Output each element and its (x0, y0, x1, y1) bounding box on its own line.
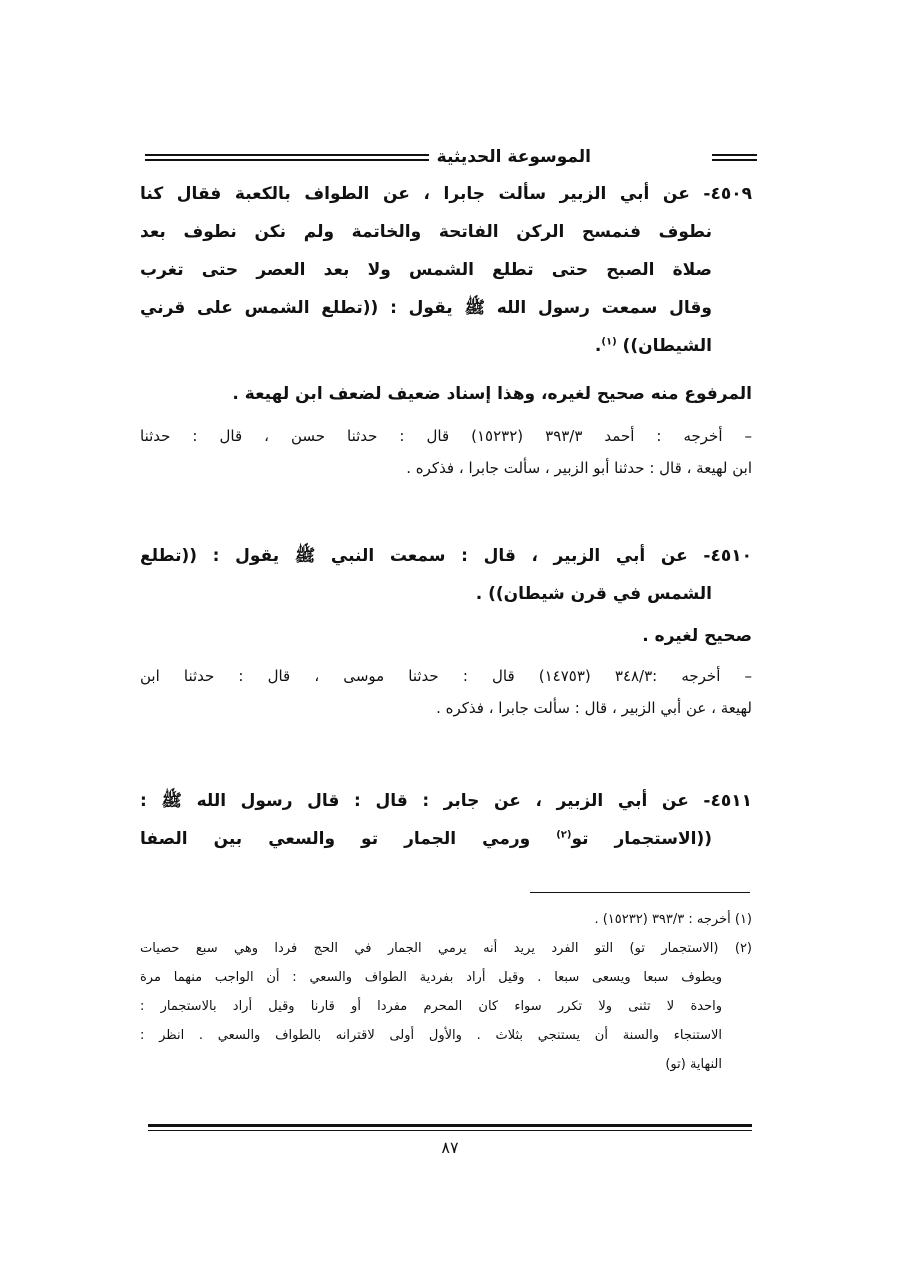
hadith-4509-line-5 (140, 327, 752, 365)
hadith-4510-line-2: الشمس في قرن شيطان)) . (475, 584, 712, 604)
hadith-4510-line-1: ٤٥١٠- عن أبي الزبير ، قال : سمعت النبي ﷺ يقول : ((تطلع (140, 546, 752, 566)
hadith-4511-line-2-b: ورمي الجمار تو والسعي بين الصفا (140, 829, 557, 849)
hadith-4511-line-2 (140, 820, 752, 858)
footnote-2-line-3: واحدة لا تثنى ولا تكرر سواء كان المحرم مفردا أو قارنا وقيل أراد بالاستجمار : (140, 999, 722, 1014)
hadith-4510-takhrij-line-2: لهيعة ، عن أبي الزبير ، قال : سألت جابرا ، فذكره . (436, 699, 752, 717)
footnote-separator (530, 892, 750, 893)
header-rule-right (712, 154, 757, 161)
hadith-4510 (140, 537, 752, 613)
hadith-4511-line-2-a: ((الاستجمار تو (571, 829, 712, 849)
footnote-2-line-5: النهاية (تو) (665, 1057, 722, 1072)
hadith-4511-line-1: ٤٥١١- عن أبي الزبير ، عن جابر : قال : قال رسول الله ﷺ : (140, 791, 752, 811)
hadith-4509-line-2: نطوف فنمسح الركن الفاتحة والخاتمة ولم نكن نطوف بعد (140, 222, 712, 242)
hadith-4509-line-4: وقال سمعت رسول الله ﷺ يقول : ((تطلع الشمس على قرني (140, 298, 712, 318)
page-number: ٨٧ (441, 1138, 459, 1157)
footnotes (140, 905, 752, 1079)
hadith-4509-line-3: صلاة الصبح حتى تطلع الشمس ولا بعد العصر حتى تغرب (140, 260, 712, 280)
hadith-4510-takhrij-line-1: – أخرجه :٣٤٨/٣ (١٤٧٥٣) قال : حدثنا موسى ، قال : حدثنا ابن (140, 667, 752, 685)
hadith-4509-grading: المرفوع منه صحيح لغيره، وهذا إسناد ضعيف لضعف ابن لهيعة . (232, 384, 752, 404)
hadith-4509-grading-block (140, 375, 752, 413)
hadith-4509-line-5-text: الشيطان)) (616, 336, 712, 356)
hadith-4511 (140, 782, 752, 858)
running-header (145, 143, 757, 171)
hadith-4509-takhrij (140, 420, 752, 484)
footnote-2-line-4: الاستنجاء والسنة أن يستنجي بثلاث . والأول أولى لاقترانه بالطواف والسعي . انظر : (140, 1028, 722, 1043)
footer-rule (148, 1124, 752, 1131)
footnote-2-line-2: ويطوف سبعا ويسعى سبعا . وقيل أراد بفردية الطواف والسعي : أن الواجب منهما مرة (140, 970, 722, 985)
footnote-ref-2: (٢) (556, 829, 572, 841)
footnote-1: (١) أخرجه : ٣٩٣/٣ (١٥٢٣٢) . (594, 912, 752, 927)
hadith-4509-takhrij-line-2: ابن لهيعة ، قال : حدثنا أبو الزبير ، سألت جابرا ، فذكره . (406, 459, 752, 477)
hadith-4509-line-1: ٤٥٠٩- عن أبي الزبير سألت جابرا ، عن الطواف بالكعبة فقال كنا (140, 184, 752, 204)
hadith-4509-takhrij-line-1: – أخرجه : أحمد ٣٩٣/٣ (١٥٢٣٢) قال : حدثنا حسن ، قال : حدثنا (140, 427, 752, 445)
hadith-4510-takhrij (140, 660, 752, 724)
footnote-ref-1: (١) (601, 336, 617, 348)
period: . (594, 336, 602, 356)
footnote-2-line-1: (٢) (الاستجمار تو) التو الفرد يريد أنه يرمي الجمار في الحج فردا وهي سبع حصيات (140, 941, 752, 956)
hadith-4509 (140, 175, 752, 365)
hadith-4510-grading-block (140, 617, 752, 655)
hadith-4510-grading: صحيح لغيره . (642, 626, 752, 646)
header-title: الموسوعة الحديثية (429, 143, 599, 171)
